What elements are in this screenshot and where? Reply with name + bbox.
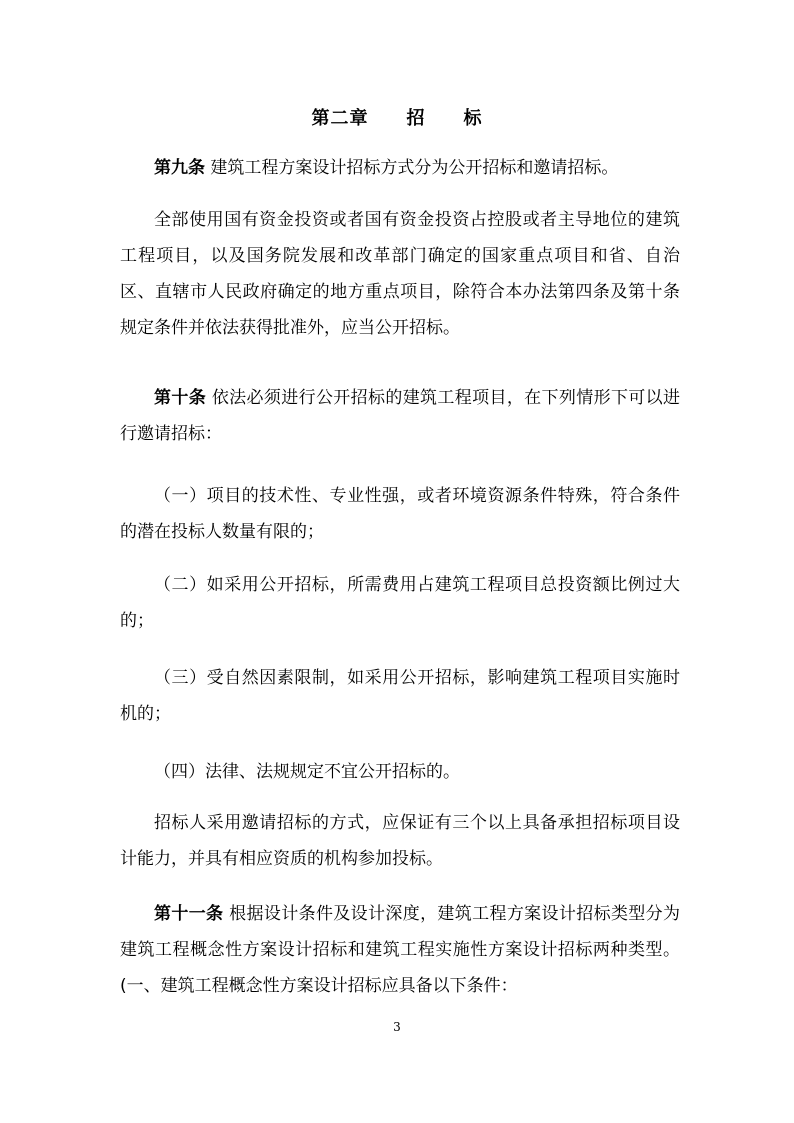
article-9-heading: 第九条 (154, 158, 205, 178)
condition-3-paragraph (120, 660, 680, 732)
condition-3-text: （三）受自然因素限制，如采用公开招标，影响建筑工程项目实施时机的； (120, 668, 680, 724)
page-number: 3 (393, 1020, 401, 1034)
condition-2-text: （二）如采用公开招标，所需费用占建筑工程项目总投资额比例过大的； (120, 575, 680, 631)
condition-2-paragraph (120, 567, 680, 639)
article-10-text: 依法必须进行公开招标的建筑工程项目，在下列情形下可以进行邀请招标： (120, 388, 680, 444)
condition-4-paragraph (120, 754, 680, 790)
condition-1-text: （一）项目的技术性、专业性强，或者环境资源条件特殊，符合条件的潜在投标人数量有限的； (120, 486, 680, 542)
chapter-title: 第二章 招 标 (311, 108, 483, 129)
invited-bidding-paragraph (120, 805, 680, 877)
article-10-paragraph (120, 380, 680, 452)
article-11-heading: 第十一条 (154, 904, 224, 924)
article-10-heading: 第十条 (154, 388, 207, 408)
article-9-paragraph (120, 150, 680, 186)
article-9-text: 建筑工程方案设计招标方式分为公开招标和邀请招标。 (205, 158, 619, 178)
invited-bidding-text: 招标人采用邀请招标的方式，应保证有三个以上具备承担招标项目设计能力，并具有相应资质的机构参加投标。 (120, 813, 680, 869)
public-bidding-text: 全部使用国有资金投资或者国有资金投资占控股或者主导地位的建筑工程项目，以及国务院发展和改革部门确定的国家重点项目和省、自治区、直辖市人民政府确定的地方重点项目，除符合本办法第四条及第十条规定条件并依法获得批准外，应当公开招标。 (120, 210, 680, 338)
condition-1-paragraph (120, 478, 680, 550)
article-11-text: 根据设计条件及设计深度，建筑工程方案设计招标类型分为建筑工程概念性方案设计招标和建筑工程实施性方案设计招标两种类型。(一、建筑工程概念性方案设计招标应具备以下条件： (120, 904, 681, 996)
article-11-paragraph (120, 896, 680, 1004)
condition-4-text: （四）法律、法规规定不宜公开招标的。 (154, 762, 460, 782)
public-bidding-paragraph (120, 202, 680, 346)
